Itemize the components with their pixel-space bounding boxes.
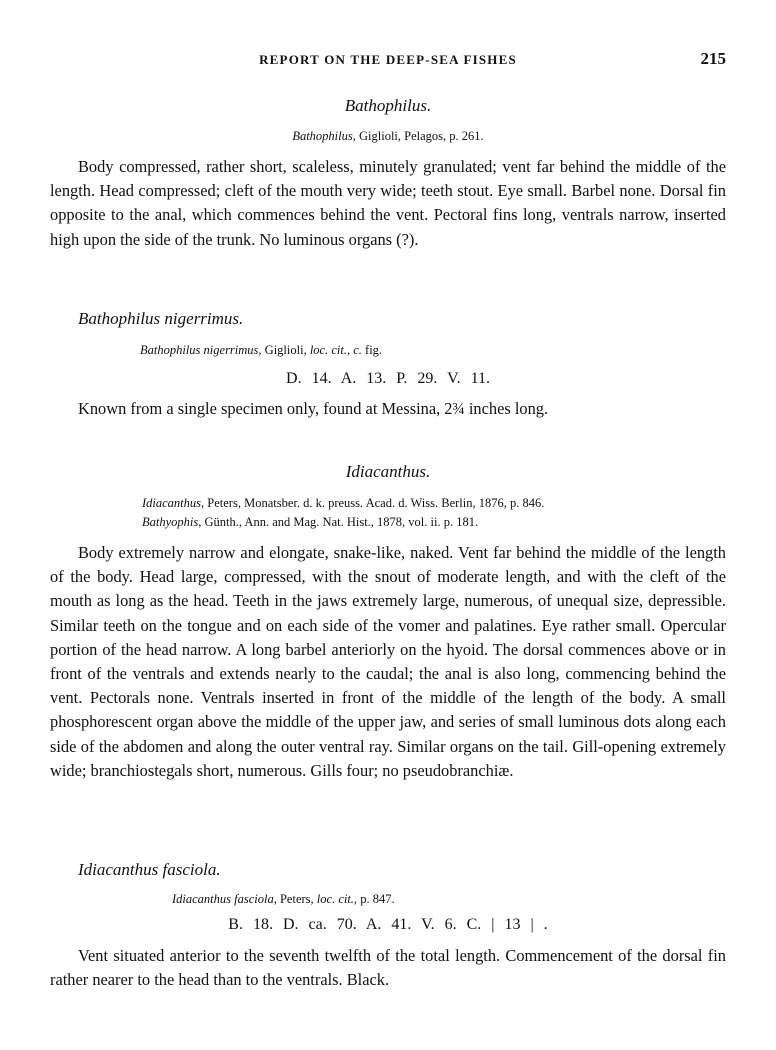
reference-author: Peters, xyxy=(276,892,317,906)
reference-source: Giglioli, Pelagos, p. 261. xyxy=(355,129,484,143)
reference-loc-cit: loc. cit., xyxy=(316,892,358,906)
description-idiacanthus: Body extremely narrow and elongate, snake-like, naked. Vent far behind the middle of the length of the body. Head large, compressed, with the snout of moderate length, and with the cleft of the mouth as long as the head. Teeth in the jaws extremely large, numerous, of unequal size, depressible. Similar teeth on the tongue and on each side of the vomer and palatines. Eye rather small. Opercular portion of the head narrow. A long barbel anteriorly on the hyoid. The dorsal commences above or in front of the ventrals and extends nearly to the caudal; the anal is also long, commencing behind the vent. Pectorals none. Ventrals inserted in front of the middle of the length of the body. A small phosphorescent organ above the middle of the upper jaw, and series of small luminous dots along each side of the abdomen and along the outer ventral ray. Similar organs on the tail. Gill-opening extremely wide; branchiostegals short, numerous. Gills four; no pseudobranchiæ. xyxy=(50,543,726,780)
fin-formula-bathophilus-nigerrimus: D. 14. A. 13. P. 29. V. 11. xyxy=(286,370,490,387)
reference-bathophilus-nigerrimus xyxy=(140,340,700,360)
reference-source: Peters, Monatsber. d. k. preuss. Acad. d. Wiss. Berlin, 1876, p. 846. xyxy=(204,496,545,510)
description-bathophilus: Body compressed, rather short, scaleless, minutely granulated; vent far behind the middle of the length. Head compressed; cleft of the mouth very wide; teeth stout. Eye small. Barbel none. Dorsal fin opposite to the anal, which commences behind the vent. Pectoral fins long, ventrals narrow, inserted high upon the side of the trunk. No luminous organs (?). xyxy=(50,157,726,249)
page-number: 215 xyxy=(700,49,726,68)
note-bathophilus-nigerrimus: Known from a single specimen only, found at Messina, 2¾ inches long. xyxy=(78,399,549,418)
reference-end: fig. xyxy=(361,343,383,357)
genus-title-idiacanthus: Idiacanthus. xyxy=(345,462,431,481)
reference-idiacanthus-fasciola xyxy=(172,889,712,909)
genus-title-bathophilus: Bathophilus. xyxy=(344,96,432,115)
reference-taxon: Bathophilus, xyxy=(292,129,356,143)
species-title-idiacanthus-fasciola: Idiacanthus fasciola. xyxy=(78,860,221,879)
reference-taxon: Idiacanthus, xyxy=(142,496,205,510)
running-title: REPORT ON THE DEEP-SEA FISHES xyxy=(259,52,517,67)
reference-loc-cit: loc. cit., c. xyxy=(309,343,362,357)
species-title-bathophilus-nigerrimus: Bathophilus nigerrimus. xyxy=(78,309,244,328)
running-head xyxy=(50,49,726,71)
reference-taxon: Bathophilus nigerrimus, xyxy=(140,343,262,357)
reference-taxon: Bathyophis, xyxy=(142,515,202,529)
reference-source: Günth., Ann. and Mag. Nat. Hist., 1878, vol. ii. p. 181. xyxy=(201,515,479,529)
reference-taxon: Idiacanthus fasciola, xyxy=(172,892,277,906)
reference-end: p. 847. xyxy=(357,892,395,906)
description-idiacanthus-fasciola: Vent situated anterior to the seventh twelfth of the total length. Commencement of the dorsal fin rather nearer to the head than to the ventrals. Black. xyxy=(50,946,726,990)
reference-bathophilus xyxy=(50,126,726,146)
reference-idiacanthus-2 xyxy=(142,512,742,532)
reference-author: Giglioli, xyxy=(261,343,310,357)
fin-formula-idiacanthus-fasciola: B. 18. D. ca. 70. A. 41. V. 6. C. | 13 | . xyxy=(228,916,548,933)
reference-idiacanthus-1 xyxy=(142,493,742,513)
